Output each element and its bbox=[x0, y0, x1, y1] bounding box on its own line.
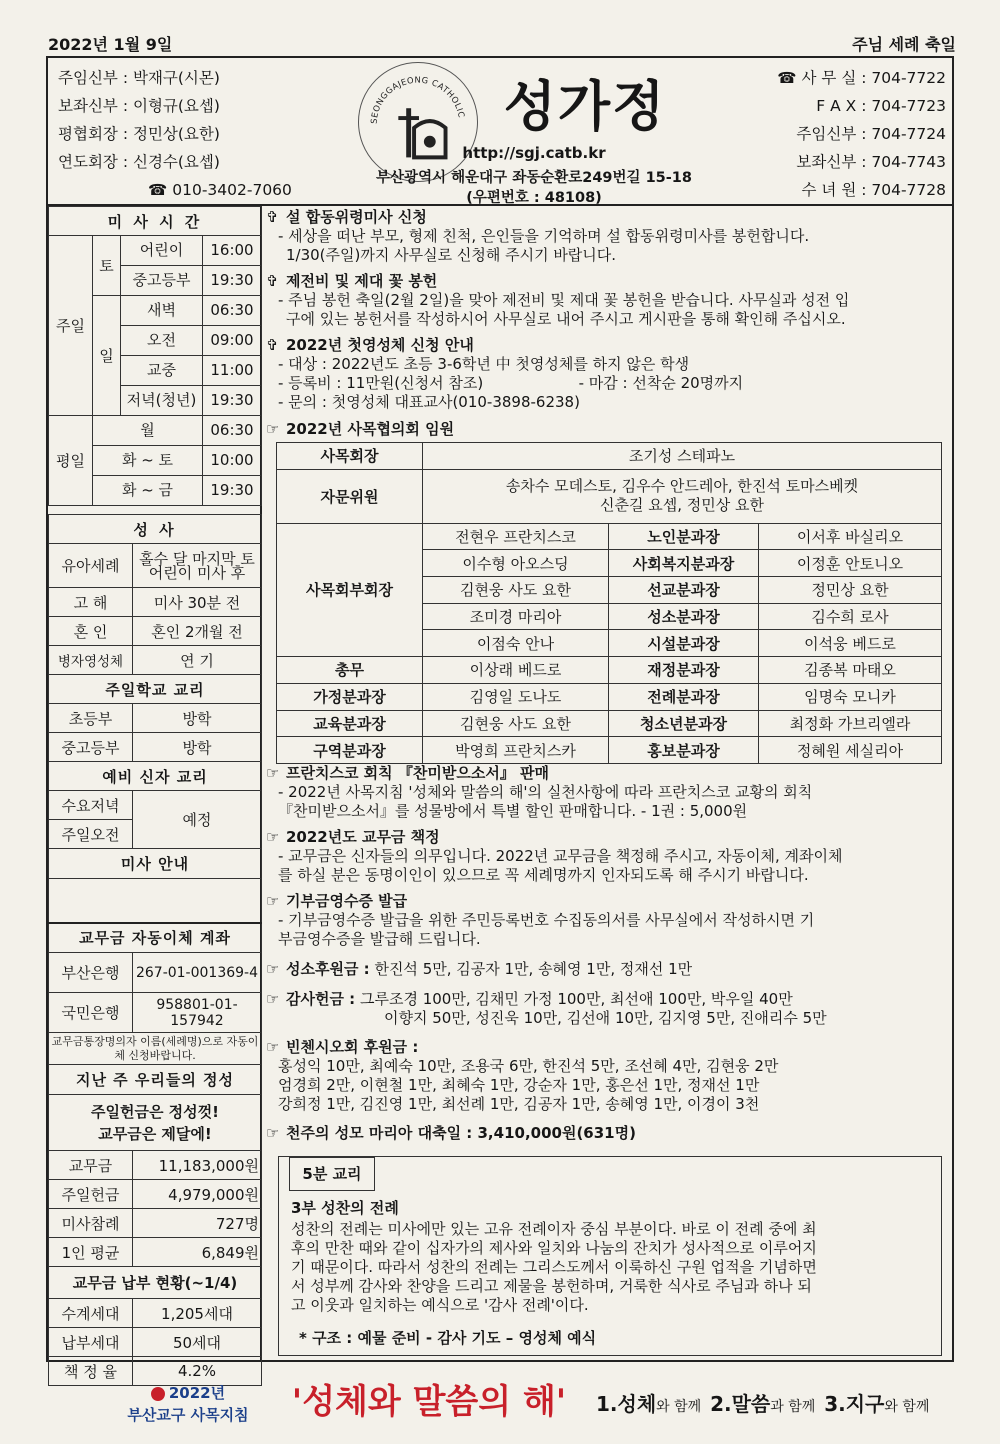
role: 홍보분과장 bbox=[609, 737, 759, 764]
notice-title: 제전비 및 제대 꽃 봉헌 bbox=[286, 272, 438, 290]
mass-name: 화 ~ 금 bbox=[93, 476, 203, 505]
notice-receipt bbox=[266, 892, 952, 949]
catechism-line: 후의 만찬 때와 같이 십자가의 제사와 일치와 나눔의 잔치가 성사적으로 이루어지 bbox=[291, 1239, 817, 1257]
mass-name: 교중 bbox=[121, 356, 203, 385]
pointing-hand-icon: ☞ bbox=[266, 892, 280, 910]
donation-label: 감사헌금 : bbox=[286, 990, 356, 1008]
clergy-phone: ☎ 010-3402-7060 bbox=[148, 181, 292, 199]
notice-line: - 2022년 사목지침 '성체와 말씀의 해'의 실천사항에 따라 프란치스코 교황의 회칙 bbox=[278, 783, 813, 801]
role: 선교분과장 bbox=[609, 577, 759, 604]
role: 노인분과장 bbox=[609, 523, 759, 550]
donation-list: 한진석 5만, 김공자 1만, 송혜영 1만, 정재선 1만 bbox=[374, 960, 693, 978]
sacrament-value: 홀수 달 마지막 토 어린이 미사 후 bbox=[133, 544, 262, 588]
member: 김수희 로사 bbox=[759, 603, 942, 630]
motto-num: 3. bbox=[824, 1392, 846, 1416]
vincent-donations bbox=[266, 1038, 952, 1114]
footer bbox=[48, 1372, 952, 1432]
mass-name: 저녁(청년) bbox=[121, 386, 203, 415]
dues-key: 책 정 율 bbox=[49, 1357, 133, 1386]
offering-key: 주일헌금 bbox=[49, 1180, 133, 1209]
catechism-line: 서 성부께 감사와 찬양을 드리고 제물을 봉헌하며, 거룩한 식사로 주님과 하나 되 bbox=[291, 1277, 812, 1295]
member: 정민상 요한 bbox=[759, 577, 942, 604]
mass-time: 10:00 bbox=[210, 451, 254, 469]
notice-title: 2022년 첫영성체 신청 안내 bbox=[286, 336, 474, 354]
class-name: 중고등부 bbox=[49, 733, 133, 762]
motto-key: 성체 bbox=[617, 1392, 657, 1416]
sat-label: 토 bbox=[93, 236, 121, 296]
notice-line: - 대상 : 2022년도 초등 3-6학년 中 첫영성체를 하지 않은 학생 bbox=[278, 355, 690, 373]
donation-list: 이향지 50만, 성진욱 10만, 김선애 10만, 김지영 5만, 진애리수 5만 bbox=[384, 1009, 827, 1027]
catechism-box bbox=[278, 1156, 942, 1356]
catechumen-value: 예정 bbox=[133, 791, 262, 849]
member: 최정화 가브리엘라 bbox=[759, 710, 942, 737]
class-name: 초등부 bbox=[49, 704, 133, 733]
mass-name: 새벽 bbox=[121, 296, 203, 325]
member: 이석웅 베드로 bbox=[759, 630, 942, 657]
left-sidebar bbox=[48, 206, 262, 1381]
pointing-hand-icon: ☞ bbox=[266, 990, 280, 1008]
role: 사회복지분과장 bbox=[609, 550, 759, 577]
council-heading bbox=[266, 420, 952, 439]
dues-value: 50세대 bbox=[133, 1328, 262, 1357]
catechism-line: 기 때문이다. 따라서 성찬의 전례는 그리스도께서 이룩하신 구원 업적을 기념하면 bbox=[291, 1258, 817, 1276]
pointing-hand-icon: ☞ bbox=[266, 764, 280, 782]
member: 조기성 스테파노 bbox=[423, 443, 942, 470]
issue-date: 2022년 1월 9일 bbox=[48, 35, 173, 54]
mary-feast-text: 천주의 성모 마리아 대축일 : 3,410,000원(631명) bbox=[286, 1124, 636, 1142]
clergy-line: 평협회장 : 정민상(요한) bbox=[58, 125, 220, 143]
role: 가정분과장 bbox=[277, 683, 423, 710]
pointing-hand-icon: ☞ bbox=[266, 828, 280, 846]
role: 전례분과장 bbox=[609, 683, 759, 710]
catechism-tag: 5분 교리 bbox=[289, 1157, 375, 1191]
catechumen-slot: 주일오전 bbox=[49, 820, 133, 849]
role: 시설분과장 bbox=[609, 630, 759, 657]
sacraments-title: 성 사 bbox=[49, 515, 262, 544]
feast-name: 주님 세례 축일 bbox=[852, 35, 956, 54]
notice-line: - 주님 봉헌 축일(2월 2일)을 맞아 제전비 및 제대 꽃 봉헌을 받습니다. 사무실과 성전 입 bbox=[278, 291, 850, 309]
logo-ring-text: SEONGGAJEONG CATHOLIC bbox=[368, 74, 467, 125]
class-status: 방학 bbox=[133, 704, 262, 733]
notice-title: 기부금영수증 발급 bbox=[286, 892, 408, 910]
notice-line: - 등록비 : 11만원(신청서 참조) - 마감 : 선착순 20명까지 bbox=[278, 374, 744, 392]
dues-title: 교무금 납부 현황(~1/4) bbox=[49, 1267, 262, 1299]
offering-slogan bbox=[49, 1095, 262, 1151]
offering-slogan-1: 주일헌금은 정성껏! bbox=[91, 1102, 219, 1121]
notice-line: 『찬미받으소서』를 성물방에서 특별 할인 판매합니다. - 1권 : 5,000원 bbox=[278, 802, 748, 820]
footer-org-name: 부산교구 사목지침 bbox=[127, 1406, 249, 1424]
notice-line: - 기부금영수증 발급을 위한 주민등록번호 수집동의서를 사무실에서 작성하시면 기 bbox=[278, 911, 815, 929]
contact-line: F A X : 704-7723 bbox=[816, 97, 946, 115]
footer-slogan: '성체와 말씀의 해' bbox=[291, 1382, 567, 1422]
pointing-hand-icon: ☞ bbox=[266, 1124, 280, 1142]
member: 김영일 도나도 bbox=[423, 683, 609, 710]
catechism-line: 고 이웃과 일치하는 예식으로 '감사 전례'이다. bbox=[291, 1296, 589, 1314]
church-logo bbox=[358, 62, 478, 182]
role: 구역분과장 bbox=[277, 737, 423, 764]
mary-feast-total bbox=[266, 1124, 952, 1143]
role: 성소분과장 bbox=[609, 603, 759, 630]
offering-value: 6,849원 bbox=[133, 1238, 262, 1267]
member: 김현웅 사도 요한 bbox=[423, 710, 609, 737]
contact-list bbox=[746, 64, 946, 204]
member-list bbox=[423, 469, 942, 523]
motto-rest: 와 함께 bbox=[656, 1399, 702, 1415]
footer-motto bbox=[596, 1388, 956, 1417]
member: 전현우 프란치스코 bbox=[423, 523, 609, 550]
contact-line: 주임신부 : 704-7724 bbox=[796, 125, 946, 143]
notice-title: 설 합동위령미사 신청 bbox=[286, 208, 427, 226]
notice-title: 프란치스코 회칙 『찬미받으소서』 판매 bbox=[286, 764, 550, 782]
pointing-hand-icon: ☞ bbox=[266, 420, 280, 438]
notice-memorial-mass bbox=[266, 208, 952, 265]
mass-time: 11:00 bbox=[210, 361, 254, 379]
class-status: 방학 bbox=[133, 733, 262, 762]
member: 김현웅 사도 요한 bbox=[423, 577, 609, 604]
member: 이수형 아오스딩 bbox=[423, 550, 609, 577]
council-title: 2022년 사목협의회 임원 bbox=[286, 420, 455, 438]
dues-value: 4.2% bbox=[133, 1357, 262, 1386]
contact-line: 수 녀 원 : 704-7728 bbox=[801, 181, 946, 199]
sunday-school-title: 주일학교 교리 bbox=[49, 675, 262, 704]
motto-num: 2. bbox=[710, 1392, 732, 1416]
sacrament-value: 혼인 2개월 전 bbox=[133, 617, 262, 646]
mass-guide-title: 미사 안내 bbox=[49, 849, 262, 879]
role: 재정분과장 bbox=[609, 657, 759, 684]
motto-rest: 와 함께 bbox=[884, 1399, 930, 1415]
sacrament-name: 유아세례 bbox=[49, 544, 133, 588]
role: 자문위원 bbox=[277, 469, 423, 523]
member: 이점숙 안나 bbox=[423, 630, 609, 657]
offering-key: 교무금 bbox=[49, 1151, 133, 1180]
donation-label: 빈첸시오회 후원금 : bbox=[286, 1038, 419, 1056]
mass-times-title: 미 사 시 간 bbox=[49, 207, 262, 236]
offering-slogan-2: 교무금은 제달에! bbox=[98, 1124, 212, 1143]
donation-list: 그루조경 100만, 김채민 가정 100만, 최선애 100만, 박우일 40만 bbox=[359, 990, 793, 1008]
cross-icon: ✞ bbox=[266, 336, 279, 354]
dues-key: 납부세대 bbox=[49, 1328, 133, 1357]
offering-title: 지난 주 우리들의 정성 bbox=[49, 1065, 262, 1095]
member: 송차수 모데스토, 김우수 안드레아, 한진석 토마스베켓 bbox=[505, 477, 859, 496]
footer-emblem-icon bbox=[151, 1387, 165, 1401]
top-bar bbox=[48, 32, 956, 56]
sacraments-table bbox=[48, 514, 262, 1386]
member: 이정훈 안토니오 bbox=[759, 550, 942, 577]
member: 박영희 프란치스카 bbox=[423, 737, 609, 764]
member: 조미경 마리아 bbox=[423, 603, 609, 630]
offering-value: 4,979,000원 bbox=[133, 1180, 262, 1209]
sacrament-name: 병자영성체 bbox=[49, 646, 133, 675]
motto-num: 1. bbox=[596, 1392, 618, 1416]
offering-value: 727명 bbox=[133, 1209, 262, 1238]
notice-line: 부금영수증을 발급해 드립니다. bbox=[278, 930, 481, 948]
mass-name: 중고등부 bbox=[121, 266, 203, 295]
catechumen-slot: 수요저녁 bbox=[49, 791, 133, 820]
dues-key: 수계세대 bbox=[49, 1299, 133, 1328]
clergy-list bbox=[58, 64, 358, 204]
transfer-note: 교무금통장명의자 이름(세례명)으로 자동이체 신청바랍니다. bbox=[49, 1033, 262, 1065]
member: 임명숙 모니카 bbox=[759, 683, 942, 710]
role: 총무 bbox=[277, 657, 423, 684]
mass-time: 06:30 bbox=[210, 301, 254, 319]
zipcode: (우편번호 : 48108) bbox=[466, 190, 602, 206]
offering-key: 1인 평균 bbox=[49, 1238, 133, 1267]
donation-list: 엄경희 2만, 이현철 1만, 최혜숙 1만, 강순자 1만, 홍은선 1만, 정재선 1만 bbox=[278, 1076, 760, 1094]
role: 사목회장 bbox=[277, 443, 423, 470]
clergy-line: 보좌신부 : 이형규(요셉) bbox=[58, 97, 220, 115]
mass-time: 06:30 bbox=[210, 421, 254, 439]
donation-label: 성소후원금 : bbox=[286, 960, 370, 978]
catechism-structure: * 구조 : 예물 준비 - 감사 기도 – 영성체 예식 bbox=[299, 1329, 597, 1347]
bank-account: 267-01-001369-4 bbox=[133, 953, 262, 993]
clergy-line: 주임신부 : 박재구(시몬) bbox=[58, 69, 220, 87]
mass-name: 화 ~ 토 bbox=[93, 446, 203, 475]
catechism-body bbox=[279, 1199, 941, 1348]
mass-time: 09:00 bbox=[210, 331, 254, 349]
donation-list: 강희정 1만, 김진영 1만, 최선례 1만, 김공자 1만, 송혜영 1만, 이경이 3천 bbox=[278, 1095, 760, 1113]
cross-icon: ✞ bbox=[266, 272, 279, 290]
notice-dues bbox=[266, 828, 952, 885]
sacrament-value: 연 기 bbox=[133, 646, 262, 675]
mass-name: 월 bbox=[93, 416, 203, 445]
footer-year: 2022년 bbox=[168, 1384, 226, 1402]
notice-title: 2022년도 교무금 책정 bbox=[286, 828, 440, 846]
catechumen-title: 예비 신자 교리 bbox=[49, 762, 262, 791]
notice-altar-flowers bbox=[266, 272, 952, 329]
council-table bbox=[276, 442, 942, 764]
notice-line: - 교무금은 신자들의 의무입니다. 2022년 교무금을 책정해 주시고, 자동이체, 계좌이체 bbox=[278, 847, 843, 865]
mass-time: 16:00 bbox=[210, 241, 254, 259]
catechism-line: 성찬의 전례는 미사에만 있는 고유 전례이자 중심 부분이다. 바로 이 전례 중에 최 bbox=[291, 1220, 817, 1238]
notice-encyclical bbox=[266, 764, 952, 821]
role: 교육분과장 bbox=[277, 710, 423, 737]
website-link[interactable]: http://sgj.catb.kr bbox=[462, 144, 606, 162]
weekday-label: 평일 bbox=[49, 416, 93, 506]
svg-text:SEONGGAJEONG CATHOLIC CHURCH bbox=[359, 63, 467, 124]
sacrament-name: 혼 인 bbox=[49, 617, 133, 646]
notice-line: 를 하실 분은 동명이인이 있으므로 꼭 세례명까지 인자되도록 해 주시기 바랍니다. bbox=[278, 866, 809, 884]
notice-line: 1/30(주일)까지 사무실로 신청해 주시기 바랍니다. bbox=[286, 246, 617, 264]
address: 부산광역시 해운대구 좌동순환로249번길 15-18 bbox=[376, 170, 692, 186]
offering-value: 11,183,000원 bbox=[133, 1151, 262, 1180]
mass-guide-body bbox=[49, 879, 262, 923]
mass-time: 19:30 bbox=[210, 271, 254, 289]
bulletin-title: 성가정 bbox=[503, 74, 667, 138]
mass-name: 어린이 bbox=[121, 236, 203, 265]
offering-key: 미사참례 bbox=[49, 1209, 133, 1238]
vocation-donations bbox=[266, 960, 952, 979]
notice-first-communion bbox=[266, 336, 952, 412]
mass-time: 19:30 bbox=[210, 391, 254, 409]
notice-line: - 문의 : 첫영성체 대표교사(010-3898-6238) bbox=[278, 393, 580, 411]
masthead bbox=[48, 58, 952, 206]
motto-key: 지구 bbox=[845, 1392, 885, 1416]
mass-name: 오전 bbox=[121, 326, 203, 355]
member: 이서후 바실리오 bbox=[759, 523, 942, 550]
sun-label: 일 bbox=[93, 296, 121, 416]
footer-org bbox=[108, 1382, 268, 1426]
sacrament-name: 고 해 bbox=[49, 588, 133, 617]
contact-line: 보좌신부 : 704-7743 bbox=[796, 153, 946, 171]
motto-key: 말씀 bbox=[731, 1392, 771, 1416]
contact-line: ☎ 사 무 실 : 704-7722 bbox=[777, 69, 946, 87]
role: 청소년분과장 bbox=[609, 710, 759, 737]
member: 김종복 마태오 bbox=[759, 657, 942, 684]
pointing-hand-icon: ☞ bbox=[266, 960, 280, 978]
sacrament-value: 미사 30분 전 bbox=[133, 588, 262, 617]
sunday-label: 주일 bbox=[49, 236, 93, 416]
pointing-hand-icon: ☞ bbox=[266, 1038, 280, 1056]
mass-time: 19:30 bbox=[210, 481, 254, 499]
donation-list: 홍성익 10만, 최예숙 10만, 조용국 6만, 한진석 5만, 조선혜 4만, 김현웅 2만 bbox=[278, 1057, 779, 1075]
motto-rest: 과 함께 bbox=[770, 1399, 816, 1415]
thanks-donations bbox=[266, 990, 952, 1028]
notice-line: 구에 있는 봉헌서를 작성하시어 사무실로 내어 주시고 게시판을 통해 확인해 주십시오. bbox=[286, 310, 846, 328]
bank-account: 958801-01-157942 bbox=[133, 993, 262, 1033]
bank-name: 부산은행 bbox=[49, 953, 133, 993]
member: 신춘길 요셉, 정민상 요한 bbox=[600, 496, 764, 515]
church-logo-icon bbox=[359, 63, 477, 181]
cross-icon: ✞ bbox=[266, 208, 279, 226]
mass-times-table bbox=[48, 206, 262, 506]
transfer-title: 교무금 자동이체 계좌 bbox=[49, 923, 262, 953]
bank-name: 국민은행 bbox=[49, 993, 133, 1033]
role: 사목회부회장 bbox=[277, 523, 423, 656]
clergy-line: 연도회장 : 신경수(요셉) bbox=[58, 153, 220, 171]
member: 이상래 베드로 bbox=[423, 657, 609, 684]
notice-line: - 세상을 떠난 부모, 형제 친척, 은인들을 기억하며 설 합동위령미사를 봉헌합니다. bbox=[278, 227, 810, 245]
catechism-title: 3부 성찬의 전례 bbox=[291, 1199, 399, 1217]
member: 정혜원 세실리아 bbox=[759, 737, 942, 764]
dues-value: 1,205세대 bbox=[133, 1299, 262, 1328]
